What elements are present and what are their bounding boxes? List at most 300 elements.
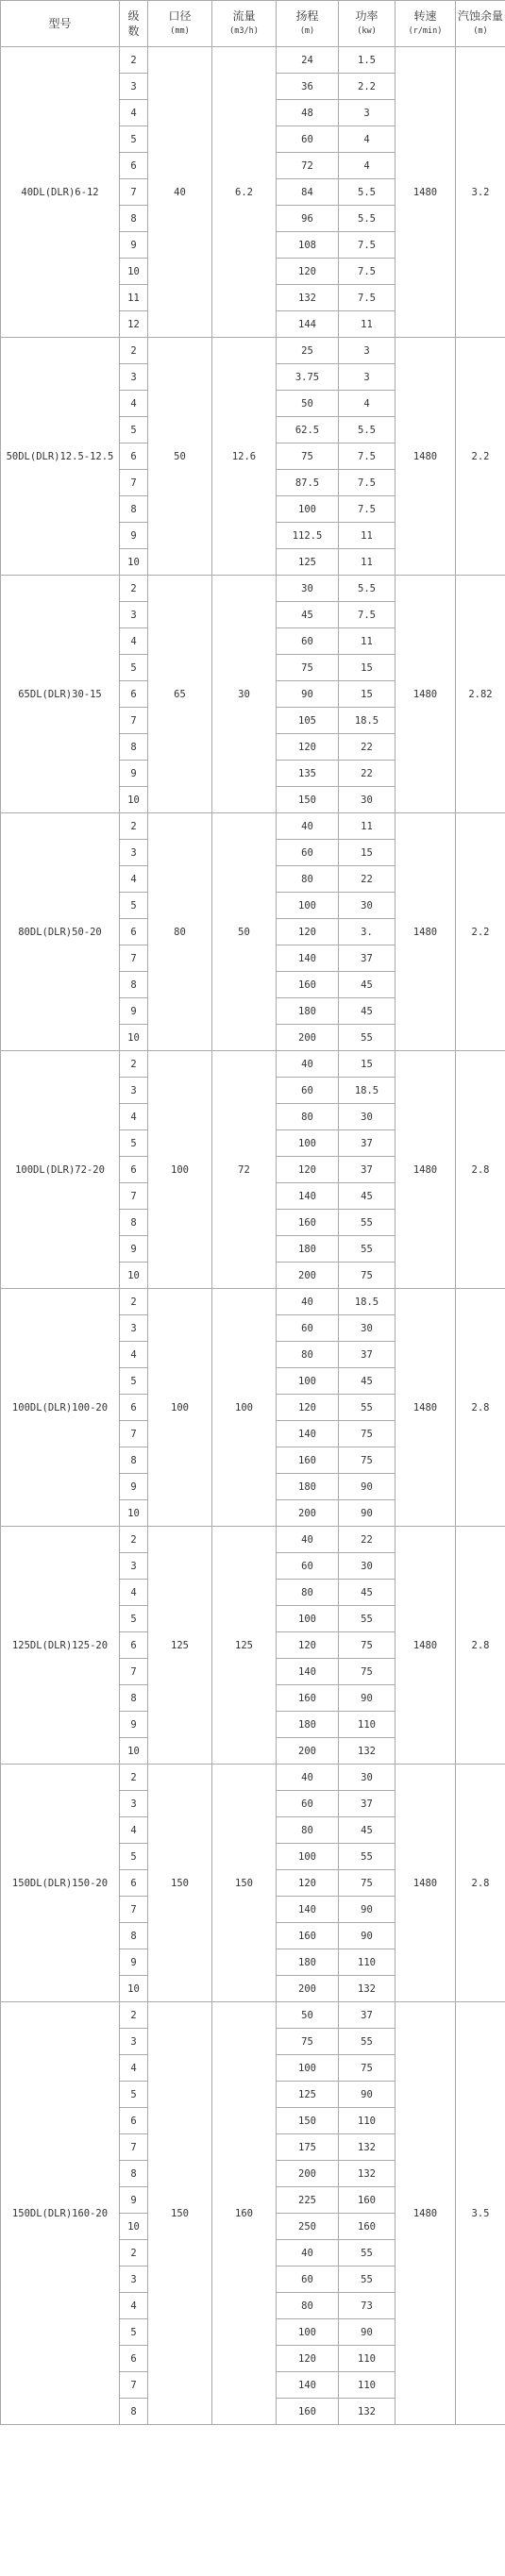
header-row [1,1,505,47]
power-cell: 22 [339,866,396,893]
stage-cell: 4 [120,391,148,417]
stage-cell: 9 [120,1236,148,1263]
diameter-cell: 50 [148,338,212,576]
table-row [1,2002,505,2029]
head-cell: 50 [277,391,339,417]
power-cell: 90 [339,2082,396,2108]
stage-cell: 4 [120,1104,148,1130]
stage-cell: 9 [120,1474,148,1500]
header-stages [120,1,148,47]
power-cell: 90 [339,1923,396,1949]
flow-cell: 150 [212,1765,277,2002]
stage-cell: 6 [120,1632,148,1659]
stage-cell: 2 [120,47,148,74]
stage-cell: 8 [120,1447,148,1474]
head-cell: 60 [277,840,339,866]
header-flow-unit: (m3/h) [229,26,259,36]
stage-cell: 6 [120,1870,148,1897]
head-cell: 3.75 [277,364,339,391]
stage-cell: 7 [120,1183,148,1210]
power-cell: 11 [339,549,396,576]
stage-cell: 2 [120,338,148,364]
head-cell: 120 [277,2346,339,2372]
flow-cell: 50 [212,813,277,1051]
power-cell: 37 [339,1157,396,1183]
head-cell: 180 [277,1474,339,1500]
power-cell: 75 [339,2055,396,2082]
stage-cell: 4 [120,628,148,655]
header-head-unit: (m) [299,26,315,36]
stage-cell: 6 [120,2108,148,2134]
head-cell: 40 [277,2240,339,2267]
stage-cell: 10 [120,2214,148,2240]
power-cell: 5.5 [339,179,396,206]
model-cell: 150DL(DLR)160-20 [1,2002,120,2425]
power-cell: 90 [339,1685,396,1712]
stage-cell: 8 [120,1923,148,1949]
power-cell: 22 [339,734,396,761]
model-cell: 80DL(DLR)50-20 [1,813,120,1051]
head-cell: 75 [277,2029,339,2055]
stage-cell: 5 [120,1130,148,1157]
power-cell: 45 [339,1183,396,1210]
stage-cell: 10 [120,1025,148,1051]
header-diameter-label: 口径 [168,9,192,23]
speed-cell: 1480 [396,1765,456,2002]
head-cell: 140 [277,1183,339,1210]
power-cell: 7.5 [339,443,396,470]
stage-cell: 4 [120,866,148,893]
head-cell: 135 [277,761,339,787]
head-cell: 180 [277,1712,339,1738]
power-cell: 45 [339,1368,396,1395]
head-cell: 80 [277,1580,339,1606]
stage-cell: 8 [120,2399,148,2425]
power-cell: 7.5 [339,496,396,523]
stage-cell: 10 [120,259,148,285]
head-cell: 125 [277,2082,339,2108]
power-cell: 73 [339,2293,396,2319]
npsh-cell: 2.82 [456,576,505,813]
head-cell: 100 [277,2319,339,2346]
power-cell: 110 [339,1712,396,1738]
stage-cell: 3 [120,1791,148,1817]
head-cell: 225 [277,2187,339,2214]
stage-cell: 5 [120,126,148,153]
power-cell: 4 [339,126,396,153]
head-cell: 140 [277,1659,339,1685]
model-cell: 100DL(DLR)100-20 [1,1289,120,1527]
stage-cell: 5 [120,2319,148,2346]
power-cell: 132 [339,2134,396,2161]
stage-cell: 8 [120,734,148,761]
power-cell: 30 [339,1315,396,1342]
power-cell: 132 [339,2399,396,2425]
head-cell: 160 [277,972,339,998]
power-cell: 11 [339,311,396,338]
power-cell: 37 [339,1342,396,1368]
power-cell: 110 [339,1949,396,1976]
head-cell: 40 [277,813,339,840]
stage-cell: 6 [120,2346,148,2372]
stage-cell: 5 [120,1844,148,1870]
table-row [1,1051,505,1078]
stage-cell: 6 [120,1157,148,1183]
stage-cell: 3 [120,1315,148,1342]
stage-cell: 4 [120,2293,148,2319]
stage-cell: 2 [120,1289,148,1315]
flow-cell: 12.6 [212,338,277,576]
stage-cell: 7 [120,1659,148,1685]
head-cell: 160 [277,1685,339,1712]
power-cell: 7.5 [339,285,396,311]
table-row [1,338,505,364]
power-cell: 15 [339,681,396,708]
power-cell: 7.5 [339,259,396,285]
header-speed-label: 转速 [413,9,437,23]
head-cell: 150 [277,2108,339,2134]
head-cell: 30 [277,576,339,602]
power-cell: 30 [339,787,396,813]
head-cell: 160 [277,2399,339,2425]
header-flow [212,1,277,47]
head-cell: 200 [277,1976,339,2002]
stage-cell: 9 [120,1712,148,1738]
npsh-cell: 3.5 [456,2002,505,2425]
table-row [1,813,505,840]
head-cell: 25 [277,338,339,364]
power-cell: 7.5 [339,232,396,259]
power-cell: 75 [339,1659,396,1685]
stage-cell: 7 [120,708,148,734]
stage-cell: 7 [120,179,148,206]
head-cell: 200 [277,1738,339,1765]
header-diameter-unit: (mm) [170,26,190,36]
power-cell: 7.5 [339,602,396,628]
head-cell: 80 [277,1104,339,1130]
flow-cell: 125 [212,1527,277,1765]
power-cell: 75 [339,1421,396,1447]
stage-cell: 5 [120,655,148,681]
table-row [1,1765,505,1791]
npsh-cell: 2.8 [456,1051,505,1289]
model-cell: 125DL(DLR)125-20 [1,1527,120,1765]
head-cell: 100 [277,2055,339,2082]
head-cell: 100 [277,893,339,919]
power-cell: 11 [339,813,396,840]
head-cell: 60 [277,1791,339,1817]
head-cell: 87.5 [277,470,339,496]
power-cell: 3 [339,364,396,391]
head-cell: 60 [277,126,339,153]
head-cell: 60 [277,1553,339,1580]
power-cell: 7.5 [339,470,396,496]
power-cell: 18.5 [339,1078,396,1104]
head-cell: 140 [277,1897,339,1923]
stage-cell: 6 [120,153,148,179]
head-cell: 160 [277,1923,339,1949]
stage-cell: 3 [120,840,148,866]
npsh-cell: 2.8 [456,1765,505,2002]
head-cell: 140 [277,1421,339,1447]
model-cell: 40DL(DLR)6-12 [1,47,120,338]
head-cell: 100 [277,1844,339,1870]
head-cell: 180 [277,1949,339,1976]
head-cell: 160 [277,1210,339,1236]
power-cell: 75 [339,1447,396,1474]
power-cell: 37 [339,1791,396,1817]
power-cell: 160 [339,2187,396,2214]
head-cell: 108 [277,232,339,259]
stage-cell: 6 [120,919,148,945]
head-cell: 75 [277,443,339,470]
head-cell: 150 [277,787,339,813]
power-cell: 22 [339,1527,396,1553]
power-cell: 55 [339,1236,396,1263]
model-cell: 150DL(DLR)150-20 [1,1765,120,2002]
table-row [1,1289,505,1315]
power-cell: 11 [339,628,396,655]
stage-cell: 8 [120,206,148,232]
head-cell: 80 [277,866,339,893]
header-head [277,1,339,47]
flow-cell: 160 [212,2002,277,2425]
head-cell: 140 [277,945,339,972]
stage-cell: 10 [120,1263,148,1289]
head-cell: 100 [277,1606,339,1632]
power-cell: 75 [339,1632,396,1659]
diameter-cell: 150 [148,2002,212,2425]
flow-cell: 30 [212,576,277,813]
head-cell: 160 [277,1447,339,1474]
stage-cell: 3 [120,1553,148,1580]
stage-cell: 2 [120,576,148,602]
speed-cell: 1480 [396,576,456,813]
power-cell: 22 [339,761,396,787]
stage-cell: 8 [120,972,148,998]
header-npsh-label: 汽蚀余量 [457,9,503,23]
stage-cell: 3 [120,2267,148,2293]
head-cell: 80 [277,1817,339,1844]
power-cell: 37 [339,2002,396,2029]
head-cell: 100 [277,1368,339,1395]
head-cell: 120 [277,1632,339,1659]
head-cell: 80 [277,2293,339,2319]
power-cell: 3 [339,338,396,364]
head-cell: 120 [277,259,339,285]
power-cell: 75 [339,1870,396,1897]
stage-cell: 7 [120,1897,148,1923]
diameter-cell: 100 [148,1289,212,1527]
power-cell: 45 [339,1580,396,1606]
power-cell: 55 [339,1025,396,1051]
stage-cell: 5 [120,2082,148,2108]
stage-cell: 3 [120,2029,148,2055]
diameter-cell: 80 [148,813,212,1051]
power-cell: 45 [339,972,396,998]
head-cell: 40 [277,1289,339,1315]
head-cell: 112.5 [277,523,339,549]
stage-cell: 8 [120,1210,148,1236]
stage-cell: 4 [120,2055,148,2082]
stage-cell: 8 [120,2161,148,2187]
power-cell: 18.5 [339,1289,396,1315]
stage-cell: 11 [120,285,148,311]
table-row [1,576,505,602]
model-cell: 100DL(DLR)72-20 [1,1051,120,1289]
power-cell: 3. [339,919,396,945]
head-cell: 200 [277,1263,339,1289]
head-cell: 80 [277,1342,339,1368]
stage-cell: 7 [120,470,148,496]
stage-cell: 10 [120,787,148,813]
speed-cell: 1480 [396,2002,456,2425]
npsh-cell: 3.2 [456,47,505,338]
model-cell: 50DL(DLR)12.5-12.5 [1,338,120,576]
head-cell: 132 [277,285,339,311]
head-cell: 24 [277,47,339,74]
head-cell: 105 [277,708,339,734]
diameter-cell: 100 [148,1051,212,1289]
stage-cell: 4 [120,1342,148,1368]
head-cell: 72 [277,153,339,179]
power-cell: 45 [339,1817,396,1844]
header-speed [396,1,456,47]
head-cell: 60 [277,628,339,655]
stage-cell: 4 [120,1580,148,1606]
power-cell: 90 [339,1474,396,1500]
power-cell: 11 [339,523,396,549]
power-cell: 18.5 [339,708,396,734]
flow-cell: 6.2 [212,47,277,338]
stage-cell: 7 [120,2134,148,2161]
header-stages-label-2: 数 [127,25,140,38]
stage-cell: 8 [120,496,148,523]
power-cell: 55 [339,1395,396,1421]
stage-cell: 9 [120,998,148,1025]
power-cell: 4 [339,391,396,417]
power-cell: 55 [339,2267,396,2293]
speed-cell: 1480 [396,1051,456,1289]
stage-cell: 2 [120,1051,148,1078]
stage-cell: 10 [120,1976,148,2002]
diameter-cell: 65 [148,576,212,813]
power-cell: 30 [339,1104,396,1130]
power-cell: 132 [339,2161,396,2187]
head-cell: 120 [277,919,339,945]
head-cell: 175 [277,2134,339,2161]
stage-cell: 9 [120,1949,148,1976]
header-model-label: 型号 [48,17,72,30]
stage-cell: 7 [120,2372,148,2399]
stage-cell: 3 [120,74,148,100]
diameter-cell: 40 [148,47,212,338]
npsh-cell: 2.8 [456,1527,505,1765]
head-cell: 180 [277,998,339,1025]
head-cell: 75 [277,655,339,681]
stage-cell: 7 [120,1421,148,1447]
header-npsh-unit: (m) [473,26,488,36]
stage-cell: 9 [120,2187,148,2214]
header-speed-unit: (r/min) [408,26,443,36]
head-cell: 60 [277,1315,339,1342]
head-cell: 60 [277,1078,339,1104]
stage-cell: 10 [120,1738,148,1765]
power-cell: 37 [339,1130,396,1157]
flow-cell: 100 [212,1289,277,1527]
head-cell: 62.5 [277,417,339,443]
stage-cell: 2 [120,813,148,840]
power-cell: 45 [339,998,396,1025]
stage-cell: 3 [120,1078,148,1104]
stage-cell: 4 [120,100,148,126]
stage-cell: 2 [120,2002,148,2029]
stage-cell: 2 [120,1765,148,1791]
head-cell: 120 [277,734,339,761]
head-cell: 140 [277,2372,339,2399]
power-cell: 90 [339,1500,396,1527]
stage-cell: 10 [120,1500,148,1527]
power-cell: 90 [339,1897,396,1923]
table-header [1,1,505,47]
power-cell: 55 [339,2240,396,2267]
table-row [1,1527,505,1553]
head-cell: 144 [277,311,339,338]
speed-cell: 1480 [396,1289,456,1527]
stage-cell: 8 [120,1685,148,1712]
speed-cell: 1480 [396,47,456,338]
head-cell: 40 [277,1051,339,1078]
power-cell: 132 [339,1976,396,2002]
head-cell: 96 [277,206,339,232]
head-cell: 125 [277,549,339,576]
speed-cell: 1480 [396,813,456,1051]
stage-cell: 5 [120,1606,148,1632]
stage-cell: 2 [120,1527,148,1553]
npsh-cell: 2.2 [456,813,505,1051]
head-cell: 120 [277,1157,339,1183]
head-cell: 200 [277,1025,339,1051]
head-cell: 36 [277,74,339,100]
stage-cell: 6 [120,1395,148,1421]
stage-cell: 10 [120,549,148,576]
power-cell: 110 [339,2108,396,2134]
power-cell: 37 [339,945,396,972]
power-cell: 15 [339,840,396,866]
stage-cell: 3 [120,364,148,391]
power-cell: 30 [339,1765,396,1791]
head-cell: 50 [277,2002,339,2029]
power-cell: 5.5 [339,576,396,602]
power-cell: 160 [339,2214,396,2240]
head-cell: 120 [277,1870,339,1897]
power-cell: 3 [339,100,396,126]
stage-cell: 6 [120,681,148,708]
npsh-cell: 2.8 [456,1289,505,1527]
diameter-cell: 150 [148,1765,212,2002]
header-npsh [456,1,505,47]
power-cell: 110 [339,2372,396,2399]
head-cell: 45 [277,602,339,628]
table-body [1,47,505,2425]
table-row [1,47,505,74]
power-cell: 5.5 [339,417,396,443]
power-cell: 55 [339,2029,396,2055]
stage-cell: 9 [120,232,148,259]
head-cell: 60 [277,2267,339,2293]
stage-cell: 5 [120,1368,148,1395]
power-cell: 30 [339,893,396,919]
